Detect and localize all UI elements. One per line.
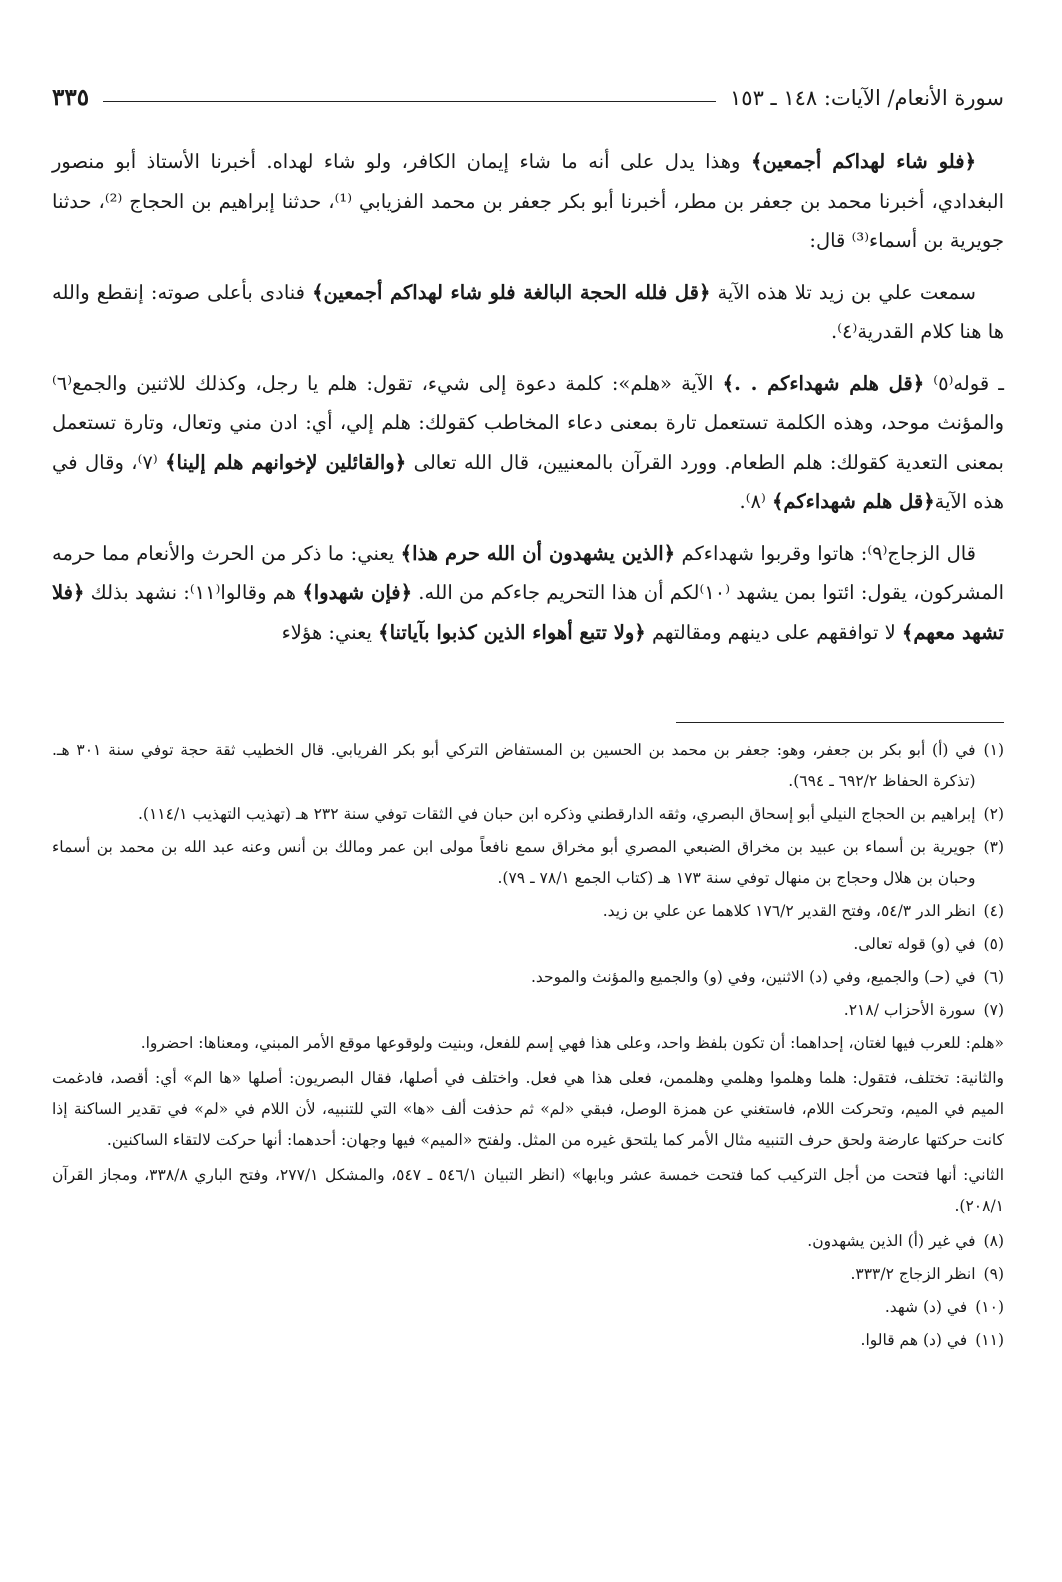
text-span: فنادى بأعلى صوته: إنقطع والله ها هنا كلام القدرية⁽٤⁾. [52,280,1004,343]
footnote-number: (٦) [983,968,1004,986]
running-title: سورة الأنعام/ الآيات: ١٤٨ ـ ١٥٣ [730,85,1004,110]
text-span: ⁽٨⁾. [739,490,772,513]
footnote-number: (٤) [983,902,1004,920]
text-span: يعني: ما ذكر من الحرث والأنعام مما حرمه المشركون، يقول: ائتوا بمن يشهد ⁽١٠⁾لكم أن هذا التحريم جاءكم من الله. [52,541,1004,604]
text-span: ⁽٧⁾، وقال في هذه الآية [52,450,1004,513]
page-number: ٣٣٥ [52,84,90,111]
footnote-paragraph: «هلم: للعرب فيها لغتان، إحداهما: أن تكون بلفظ واحد، وعلى هذا فهي إسم للفعل، وبنيت ولوقوعها موقع الأمر المبني، ومعناها: احضروا. [140,1034,1004,1052]
footnote-text: جويرية بن أسماء بن عبيد بن مخراق الضبعي المصري أبو مخراق سمع نافعاً مولى ابن عمر ومالك بن أنس وعنه عبد الله بن محمد بن أسماء وحبان بن هلال وحجاج بن منهال توفي سنة ١٧٣ هـ (كتاب الجمع ٧٨/١ ـ ٧٩). [52,838,976,887]
footnote-number: (٢) [983,805,1004,823]
footnote-text: في (أ) أبو بكر بن جعفر، وهو: جعفر بن محمد بن الحسين بن المستفاض التركي أبو بكر الفريابي. قال الخطيب ثقة حجة توفي سنة ٣٠١ هـ. (تذكرة الحفاظ ٦٩٢/٢ ـ ٦٩٤). [52,741,976,790]
text-span: سمعت علي بن زيد تلا هذه الآية [710,280,976,304]
quran-quote: ﴿فإن شهدوا﴾ [302,581,413,604]
quran-quote: ﴿قل فلله الحجة البالغة فلو شاء لهداكم أجمعين﴾ [312,280,711,304]
footnote-number: (١٠) [975,1298,1004,1316]
footnote-separator [676,722,1004,723]
footnote [52,1325,1004,1356]
paragraph [52,364,1004,522]
quran-quote: ﴿فلا تشهد معهم﴾ [52,581,1004,644]
footnote-paragraph: والثانية: تختلف، فتقول: هلما وهلموا وهلمي وهلممن، فعلى هذا هي فعل. واختلف في أصلها، فقال البصريون: أصلها «ها الم» أي: أقصد، فادغمت الميم في الميم، وتحركت اللام، فاستغني عن همزة الوصل، فبقي «لم» ثم حذفت ألف «ها» التي للتنبيه، لأن اللام في «لم» في تقدير الساكنة إذا كانت حركتها عارضة ولحق حرف التنبيه مثال الأمر كما يلتحق غيره من المثل. ولفتح «الميم» فيها وجهان: أحدهما: أنها حركت لالتقاء الساكنين. [52,1069,1004,1149]
text-span: وهذا يدل على أنه ما شاء إيمان الكافر، ولو شاء لهداه. أخبرنا الأستاذ أبو منصور البغدادي، أخبرنا محمد بن جعفر بن مطر، أخبرنا أبو بكر جعفر بن محمد الفزيابي ⁽¹⁾، حدثنا إبراهيم بن الحجاج ⁽²⁾، حدثنا جويرية بن أسماء⁽³⁾ قال: [52,150,1004,252]
footnote-text: في (و) قوله تعالى. [853,935,976,953]
footnote-number: (٧) [983,1001,1004,1019]
footnote [52,995,1004,1026]
footnote-text: في (حـ) والجميع، وفي (د) الاثنين، وفي (و) والجميع والمؤنث والموحد. [530,968,976,986]
footnote [52,929,1004,960]
footnote-text: انظر الزجاج ٣٣٣/٢. [850,1265,976,1283]
text-span: لا توافقهم على دينهم ومقالتهم [645,620,902,644]
header-rule [103,101,716,102]
text-span: يعني: هؤلاء [281,620,379,644]
quran-quote: ﴿ولا تتبع أهواء الذين كذبوا بآياتنا﴾ [378,620,646,644]
paragraph [52,273,1004,352]
quran-quote: ﴿الذين يشهدون أن الله حرم هذا﴾ [400,541,676,565]
footnote-paragraph: الثاني: أنها فتحت من أجل التركيب كما فتحت خمسة عشر وبابها» (انظر التبيان ٥٤٦/١ ـ ٥٤٧، والمشكل ٢٧٧/١، وفتح الباري ٣٣٨/٨، ومجاز القرآن ٢٠٨/١). [52,1166,1005,1215]
paragraph [52,534,1004,653]
footnote [52,1226,1004,1257]
text-span: الآية «هلم»: كلمة دعوة إلى شيء، تقول: هلم يا رجل، وكذلك للاثنين والجمع⁽٦⁾ والمؤنث موحد، وهذه الكلمة تستعمل تارة بمعنى دعاء المخاطب كقولك: هلم إلي، أي: ادن مني وتعال، وتارة تستعمل بمعنى التعدية كقولك: هلم الطعام. وورد القرآن بالمعنيين، قال الله تعالى [52,371,1004,474]
footnote-number: (١) [983,741,1004,759]
footnote-number: (١١) [975,1331,1004,1349]
text-span: ـ قوله⁽٥⁾ [924,371,1004,395]
footnote [52,1259,1004,1290]
text-span: قال الزجاج⁽٩⁾: هاتوا وقربوا شهداءكم [675,541,976,565]
footnote [52,896,1004,927]
footnote [52,1292,1004,1323]
main-text [52,142,1004,664]
page-header [52,84,1004,111]
quran-quote: ﴿فلو شاء لهداكم أجمعين﴾ [750,150,976,173]
footnote-number: (٩) [983,1265,1004,1283]
footnote [52,962,1004,993]
footnote-number: (٥) [983,935,1004,953]
footnote-text: في (د) شهد. [884,1298,968,1316]
paragraph [52,142,1004,261]
footnote-text: إبراهيم بن الحجاج النيلي أبو إسحاق البصري، وثقه الدارقطني وذكره ابن حبان في الثقات توفي سنة ٢٣٢ هـ (تهذيب التهذيب ١١٤/١). [137,805,976,823]
footnotes [52,735,1004,1358]
text-span: هم وقالوا⁽١١⁾: نشهد بذلك [84,581,303,604]
footnote-number: (٣) [983,838,1004,856]
footnote-number: (٨) [983,1232,1004,1250]
footnote-text: انظر الدر ٥٤/٣، وفتح القدير ١٧٦/٢ كلاهما عن علي بن زيد. [602,902,976,920]
footnote-text: سورة الأحزاب /٢١٨. [843,1001,976,1019]
footnote [52,735,1004,797]
footnote [52,832,1004,894]
footnote [52,799,1004,830]
footnote-text: في غير (أ) الذين يشهدون. [807,1232,976,1250]
footnote-text: في (د) هم قالوا. [860,1331,968,1349]
quran-quote: ﴿والقائلين لإخوانهم هلم إلينا﴾ [165,450,407,474]
quran-quote: ﴿قل هلم شهداءكم﴾ [771,490,935,513]
quran-quote: ﴿قل هلم شهداءكم . .﴾ [722,371,925,395]
